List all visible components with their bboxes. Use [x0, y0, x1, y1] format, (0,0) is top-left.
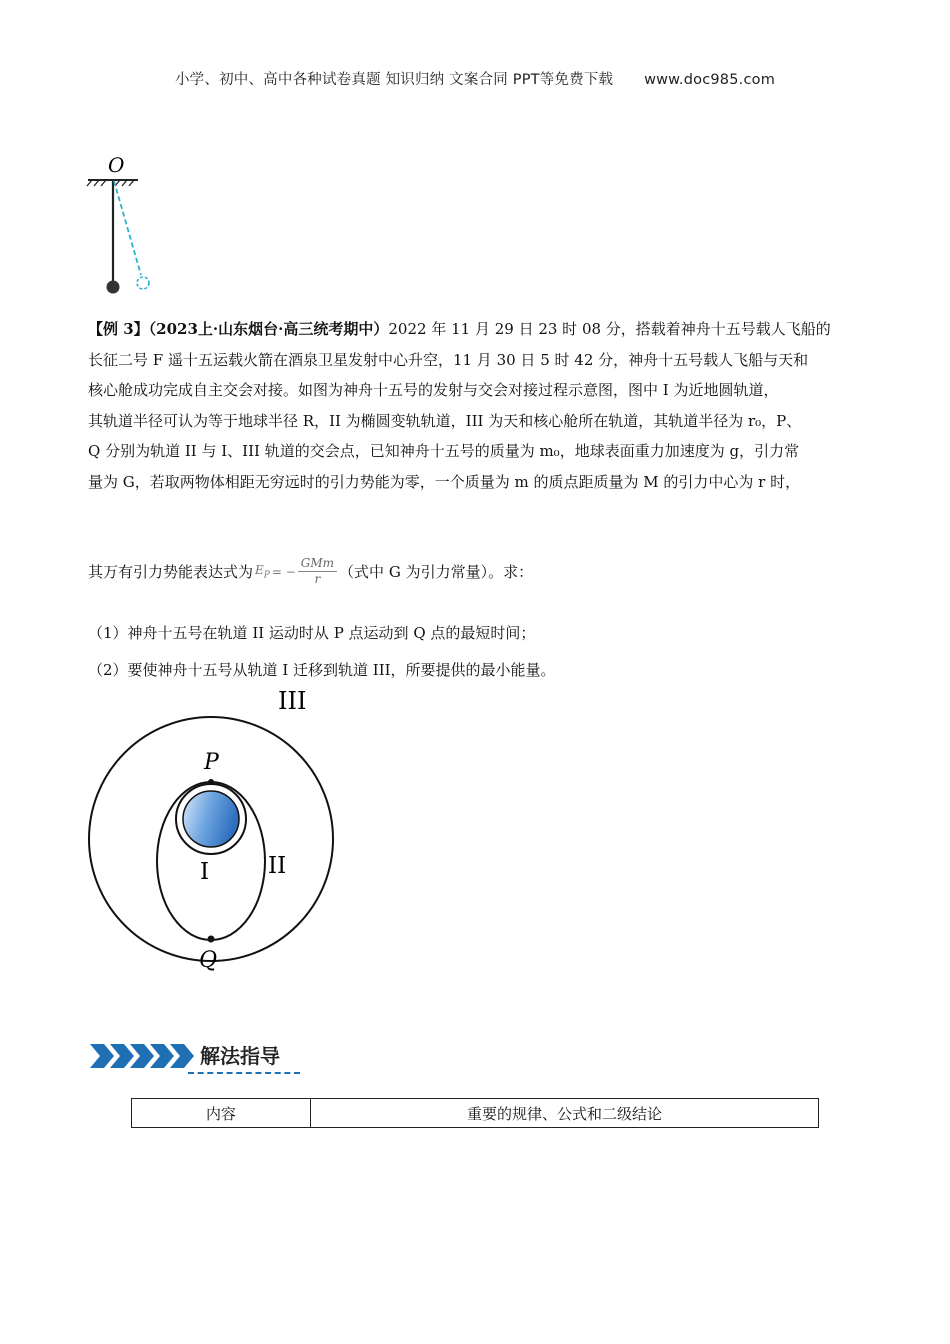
label-orbit-ii: II	[268, 853, 287, 879]
example-line-4: 其轨道半径可认为等于地球半径 R，II 为椭圆变轨轨道，III 为天和核心舱所在轨道，其轨道半径为 r₀，P、	[88, 411, 802, 430]
pendulum-bob	[107, 281, 120, 294]
example-tag: 【例 3】	[88, 320, 149, 338]
formula-equals: = −	[271, 564, 296, 579]
formula-prefix: 其万有引力势能表达式为	[88, 563, 254, 581]
formula-numerator: GMm	[298, 556, 337, 572]
formula-denominator: r	[314, 572, 321, 586]
section-title: 解法指导	[200, 1044, 280, 1068]
question-2: （2）要使神舟十五号从轨道 I 迁移到轨道 III，所要提供的最小能量。	[88, 661, 556, 679]
point-q	[208, 936, 215, 943]
header-site-link[interactable]: www.doc985.com	[644, 72, 776, 88]
chevron-icon	[90, 1044, 114, 1068]
label-orbit-iii: III	[278, 687, 307, 715]
guide-table	[131, 1098, 819, 1128]
example-line-5: Q 分别为轨道 II 与 I、III 轨道的交会点，已知神舟十五号的质量为 m₀，地球表面重力加速度为 g，引力常	[88, 442, 800, 461]
example-line-1	[88, 314, 868, 345]
formula-line	[88, 556, 868, 587]
formula-fraction	[298, 556, 337, 587]
point-p	[208, 779, 214, 785]
pendulum-figure	[80, 150, 160, 300]
table-header-rules: 重要的规律、公式和二级结论	[311, 1099, 819, 1128]
label-p: P	[204, 750, 219, 775]
example-paragraph	[88, 314, 868, 498]
label-orbit-i: I	[200, 859, 210, 885]
label-q: Q	[199, 948, 218, 973]
pendulum-dashed-bob	[137, 277, 149, 289]
example-line-6: 量为 G，若取两物体相距无穷远时的引力势能为零，一个质量为 m 的质点距质量为 M 的引力中心为 r 时，	[88, 472, 801, 491]
formula-lhs: $E_P$	[255, 562, 270, 581]
header-text: 小学、初中、高中各种试卷真题 知识归纳 文案合同 PPT等免费下载	[174, 72, 614, 88]
example-text-1: 2022 年 11 月 29 日 23 时 08 分，搭载着神舟十五号载人飞船的	[388, 320, 831, 338]
section-underline	[188, 1072, 300, 1074]
table-header-row	[132, 1099, 819, 1128]
orbit-diagram	[80, 685, 350, 985]
example-line-2: 长征二号 F 遥十五运载火箭在酒泉卫星发射中心升空，11 月 30 日 5 时 42 分，神舟十五号载人飞船与天和	[88, 350, 809, 369]
example-line-3: 核心舱成功完成自主交会对接。如图为神舟十五号的发射与交会对接过程示意图，图中 I 为近地圆轨道，	[88, 381, 779, 400]
formula-suffix: （式中 G 为引力常量）。求：	[339, 563, 534, 581]
example-source: （2023上·山东烟台·高三统考期中）	[148, 320, 389, 338]
pendulum-dashed-string	[114, 181, 141, 275]
question-1: （1）神舟十五号在轨道 II 运动时从 P 点运动到 Q 点的最短时间；	[88, 624, 536, 642]
pendulum-pivot-label: O	[108, 153, 125, 177]
table-header-content: 内容	[132, 1099, 311, 1128]
page-header	[0, 68, 950, 89]
earth	[183, 791, 239, 847]
